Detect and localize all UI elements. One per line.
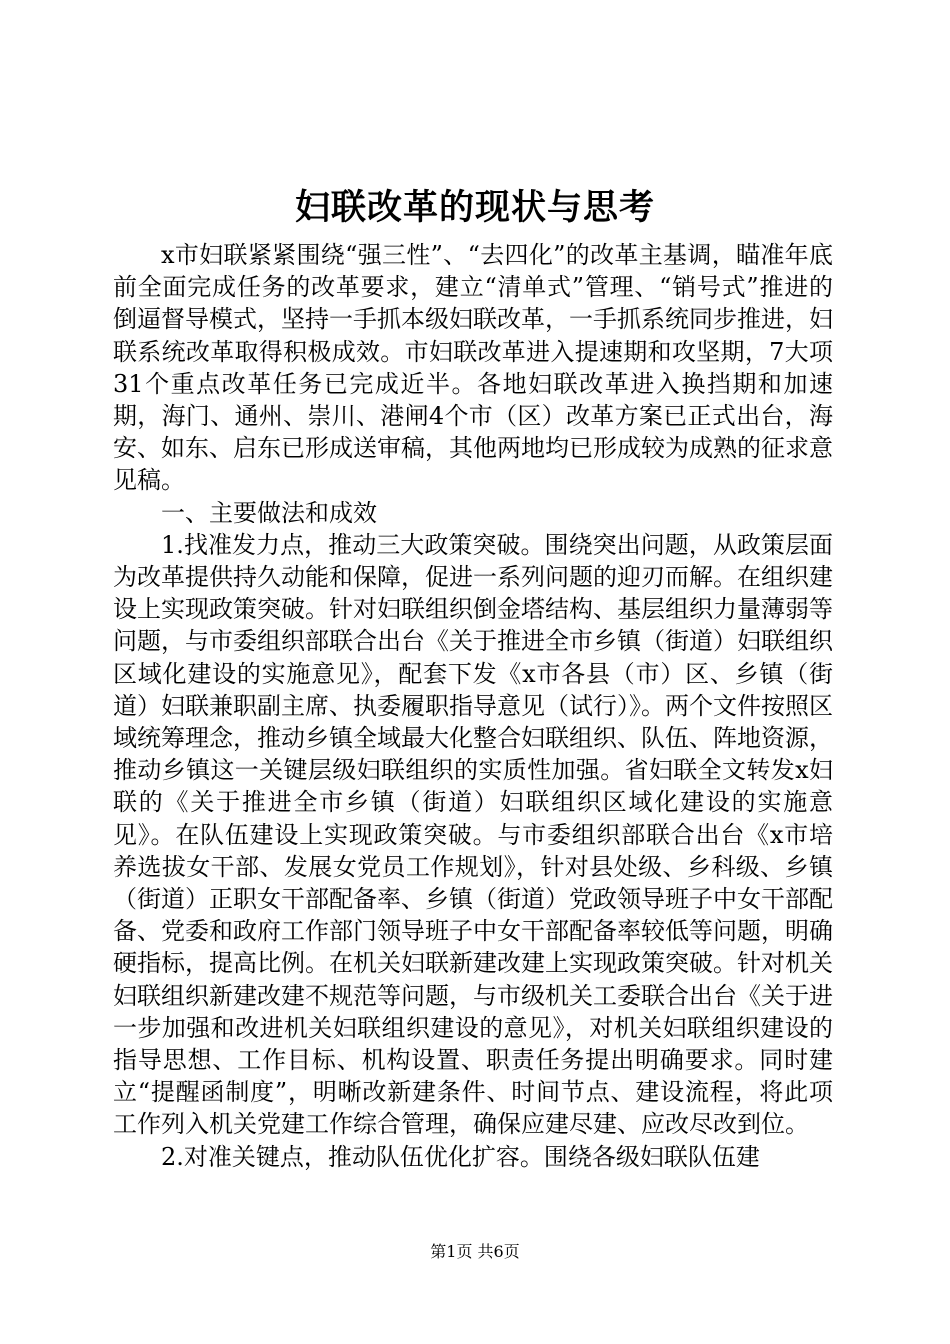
paragraph-item-2: 2.对准关键点，推动队伍优化扩容。围绕各级妇联队伍建 — [161, 1142, 760, 1171]
section-heading: 一、主要做法和成效 — [161, 498, 377, 527]
page-number-footer: 第1页 共6页 — [430, 1242, 520, 1261]
paragraph-intro: x市妇联紧紧围绕“强三性”、“去四化”的改革主基调，瞄准年底前全面完成任务的改革要求，建立“清单式”管理、“销号式”推进的倒逼督导模式，坚持一手抓本级妇联改革，一手抓系统同步推进，妇联系统改革取得积极成效。市妇联改革进入提速期和攻坚期，7大项31个重点改革任务已完成近半。各地妇联改革进入换挡期和加速期，海门、通州、崇川、港闸4个市（区）改革方案已正式出台，海安、如东、启东已形成送审稿，其他两地均已形成较为成熟的征求意见稿。 — [113, 241, 833, 495]
paragraph-item-1: 1.找准发力点，推动三大政策突破。围绕突出问题，从政策层面为改革提供持久动能和保障，促进一系列问题的迎刃而解。在组织建设上实现政策突破。针对妇联组织倒金塔结构、基层组织力量薄弱等问题，与市委组织部联合出台《关于推进全市乡镇（街道）妇联组织区域化建设的实施意见》，配套下发《x市各县（市）区、乡镇（街道）妇联兼职副主席、执委履职指导意见（试行）》。两个文件按照区域统筹理念，推动乡镇全域最大化整合妇联组织、队伍、阵地资源，推动乡镇这一关键层级妇联组织的实质性加强。省妇联全文转发x妇联的《关于推进全市乡镇（街道）妇联组织区域化建设的实施意见》。在队伍建设上实现政策突破。与市委组织部联合出台《x市培养选拔女干部、发展女党员工作规划》，针对县处级、乡科级、乡镇（街道）正职女干部配备率、乡镇（街道）党政领导班子中女干部配备、党委和政府工作部门领导班子中女干部配备率较低等问题，明确硬指标，提高比例。在机关妇联新建改建上实现政策突破。针对机关妇联组织新建改建不规范等问题，与市级机关工委联合出台《关于进一步加强和改进机关妇联组织建设的意见》，对机关妇联组织建设的指导思想、工作目标、机构设置、职责任务提出明确要求。同时建立“提醒函制度”，明晰改新建条件、时间节点、建设流程，将此项工作列入机关党建工作综合管理，确保应建尽建、应改尽改到位。 — [113, 530, 833, 1139]
document-body — [113, 239, 833, 1173]
document-title: 妇联改革的现状与思考 — [294, 187, 655, 228]
